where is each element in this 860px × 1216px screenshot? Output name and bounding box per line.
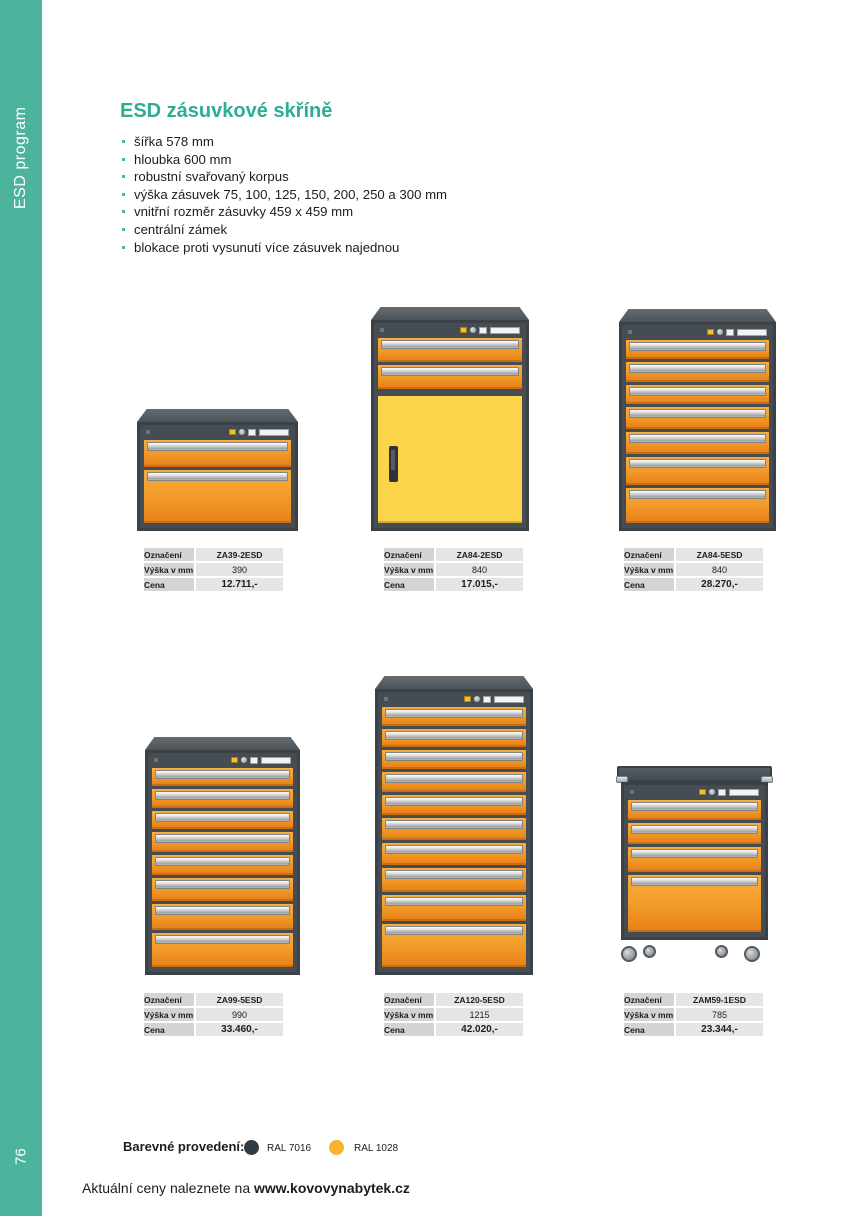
label-plate (737, 329, 767, 336)
drawer-handle (631, 802, 758, 811)
cabinet-body (375, 689, 533, 975)
spec-label-code: Označení (384, 548, 434, 561)
product-image-za39-2esd (137, 409, 298, 531)
drawer (382, 924, 526, 967)
spec-table-za84-5esd (622, 546, 765, 593)
label-plate (483, 696, 491, 703)
table-row (384, 1008, 523, 1021)
caster-wheel-icon (643, 945, 656, 958)
bullet-item: blokace proti vysunutí více zásuvek najednou (120, 239, 447, 257)
spec-label-price: Cena (624, 1023, 674, 1036)
product-image-zam59-1esd (617, 766, 772, 962)
door-handle (389, 446, 398, 482)
spec-table-za84-2esd (382, 546, 525, 593)
label-plate (248, 429, 256, 436)
bullet-item: robustní svařovaný korpus (120, 168, 447, 186)
drawer (152, 768, 293, 786)
product-image-za84-5esd (619, 309, 776, 531)
bullet-item: vnitřní rozměr zásuvky 459 x 459 mm (120, 203, 447, 221)
cabinet-body (145, 750, 300, 975)
drawer-handle (385, 752, 523, 761)
drawer (626, 488, 769, 523)
drawer (378, 338, 522, 362)
drawer-handle (147, 442, 288, 451)
drawer-handle (155, 770, 290, 779)
spec-bullet-list (120, 133, 447, 256)
product-image-za84-2esd (371, 307, 529, 531)
spec-value-code: ZA99-5ESD (196, 993, 283, 1006)
drawer-handle (155, 935, 290, 944)
drawer-handle (631, 825, 758, 834)
drawer (152, 933, 293, 967)
drawer (382, 795, 526, 815)
drawer-handle (629, 342, 766, 351)
spec-value-height: 840 (436, 563, 523, 576)
caster-row (617, 938, 772, 962)
drawer (382, 707, 526, 726)
spec-value-price: 28.270,- (676, 578, 763, 591)
drawer-stack (152, 768, 293, 967)
table-row (384, 1023, 523, 1036)
spec-label-price: Cena (624, 578, 674, 591)
cabinet-top (375, 676, 533, 689)
drawer-handle (381, 367, 519, 376)
label-plate (726, 329, 734, 336)
table-row (144, 548, 283, 561)
hinge-icon (154, 758, 158, 762)
drawer-handle (155, 834, 290, 843)
spec-label-price: Cena (144, 578, 194, 591)
drawer (382, 818, 526, 840)
drawer-stack (378, 338, 522, 523)
cabinet-body (621, 782, 768, 940)
drawer-handle (629, 387, 766, 396)
footer-website-link[interactable]: www.kovovynabytek.cz (254, 1180, 410, 1196)
drawer-stack (382, 707, 526, 967)
drawer-handle (385, 926, 523, 935)
hinge-icon (628, 330, 632, 334)
spec-value-price: 42.020,- (436, 1023, 523, 1036)
drawer (152, 811, 293, 829)
drawer (152, 904, 293, 930)
drawer (382, 729, 526, 748)
drawer-handle (385, 709, 523, 718)
color-swatch-name: RAL 7016 (267, 1143, 312, 1154)
legend-label: Barevné provedení: (123, 1139, 245, 1154)
drawer-stack (144, 440, 291, 523)
drawer-handle (385, 731, 523, 740)
esd-warning-icon (460, 327, 467, 333)
drawer-handle (629, 459, 766, 468)
spec-label-code: Označení (624, 548, 674, 561)
drawer (382, 750, 526, 769)
lock-icon (241, 757, 247, 763)
hinge-icon (146, 430, 150, 434)
cabinet-control-strip (626, 327, 769, 337)
cabinet-body (619, 322, 776, 531)
label-plate (259, 429, 289, 436)
table-row (624, 1023, 763, 1036)
drawer-handle (631, 877, 758, 886)
drawer-handle (629, 364, 766, 373)
spec-label-price: Cena (384, 578, 434, 591)
drawer-handle (155, 906, 290, 915)
spec-value-price: 17.015,- (436, 578, 523, 591)
label-plate (729, 789, 759, 796)
spec-value-code: ZA120-5ESD (436, 993, 523, 1006)
cabinet-top (619, 309, 776, 322)
drawer (382, 895, 526, 921)
esd-warning-icon (231, 757, 238, 763)
bullet-item: šířka 578 mm (120, 133, 447, 151)
label-plate (250, 757, 258, 764)
cabinet-door (378, 396, 522, 523)
spec-table-za120-5esd (382, 991, 525, 1038)
spec-label-code: Označení (384, 993, 434, 1006)
esd-warning-icon (707, 329, 714, 335)
drawer-handle (155, 857, 290, 866)
lock-icon (709, 789, 715, 795)
lock-icon (470, 327, 476, 333)
cabinet-control-strip (382, 694, 526, 704)
esd-warning-icon (699, 789, 706, 795)
drawer (144, 470, 291, 523)
hinge-icon (380, 328, 384, 332)
cabinet-body (137, 422, 298, 531)
hinge-icon (630, 790, 634, 794)
footer-note (82, 1180, 410, 1196)
table-row (384, 578, 523, 591)
drawer-stack (628, 800, 761, 932)
hinge-icon (384, 697, 388, 701)
spec-label-height: Výška v mm (384, 1009, 434, 1020)
caster-wheel-icon (715, 945, 728, 958)
cabinet-top (145, 737, 300, 750)
drawer-handle (629, 490, 766, 499)
drawer-handle (385, 774, 523, 783)
drawer (628, 823, 761, 843)
table-row (144, 1023, 283, 1036)
spec-label-height: Výška v mm (144, 1009, 194, 1020)
table-row (624, 1008, 763, 1021)
spec-value-code: ZAM59-1ESD (676, 993, 763, 1006)
table-row (144, 1008, 283, 1021)
drawer (144, 440, 291, 467)
spec-label-code: Označení (624, 993, 674, 1006)
spec-label-price: Cena (144, 1023, 194, 1036)
table-row (144, 578, 283, 591)
spec-value-height: 990 (196, 1008, 283, 1021)
drawer-handle (385, 870, 523, 879)
cabinet-control-strip (628, 787, 761, 797)
spec-value-code: ZA84-5ESD (676, 548, 763, 561)
esd-warning-icon (464, 696, 471, 702)
lock-icon (474, 696, 480, 702)
spec-value-price: 33.460,- (196, 1023, 283, 1036)
spec-value-price: 23.344,- (676, 1023, 763, 1036)
spec-table-za99-5esd (142, 991, 285, 1038)
page-number: 76 (12, 1148, 30, 1166)
drawer-handle (385, 797, 523, 806)
spec-label-height: Výška v mm (384, 564, 434, 575)
table-row (144, 563, 283, 576)
drawer (152, 789, 293, 807)
label-plate (718, 789, 726, 796)
label-plate (490, 327, 520, 334)
drawer-handle (155, 813, 290, 822)
drawer (626, 407, 769, 429)
table-row (384, 563, 523, 576)
product-image-za120-5esd (375, 676, 533, 975)
drawer-handle (147, 472, 288, 481)
drawer (152, 878, 293, 901)
drawer (626, 457, 769, 485)
table-row (624, 563, 763, 576)
spec-value-price: 12.711,- (196, 578, 283, 591)
drawer (152, 832, 293, 852)
sidebar (0, 0, 42, 1216)
table-row (624, 548, 763, 561)
label-plate (494, 696, 524, 703)
spec-value-height: 840 (676, 563, 763, 576)
table-row (384, 993, 523, 1006)
drawer (626, 432, 769, 454)
spec-table-zam59-1esd (622, 991, 765, 1038)
drawer (382, 772, 526, 792)
spec-value-height: 1215 (436, 1008, 523, 1021)
product-image-za99-5esd (145, 737, 300, 975)
sidebar-program-label: ESD program (12, 106, 29, 210)
drawer (382, 868, 526, 892)
label-plate (261, 757, 291, 764)
drawer (378, 365, 522, 389)
caster-wheel-icon (744, 946, 760, 962)
lock-icon (717, 329, 723, 335)
spec-value-height: 390 (196, 563, 283, 576)
color-swatch-ral1028-icon (329, 1140, 344, 1155)
spec-value-height: 785 (676, 1008, 763, 1021)
drawer (628, 800, 761, 820)
spec-label-height: Výška v mm (624, 564, 674, 575)
spec-value-code: ZA39-2ESD (196, 548, 283, 561)
page-title: ESD zásuvkové skříně (120, 100, 333, 122)
cabinet-control-strip (378, 325, 522, 335)
table-row (624, 993, 763, 1006)
drawer (628, 875, 761, 932)
cabinet-tray-top (617, 766, 772, 782)
bullet-item: výška zásuvek 75, 100, 125, 150, 200, 250 a 300 mm (120, 186, 447, 204)
bullet-item: centrální zámek (120, 221, 447, 239)
drawer-handle (381, 340, 519, 349)
table-row (384, 548, 523, 561)
drawer (628, 847, 761, 873)
drawer-handle (629, 409, 766, 418)
color-swatch-name: RAL 1028 (354, 1143, 399, 1154)
spec-label-code: Označení (144, 548, 194, 561)
drawer-stack (626, 340, 769, 523)
spec-label-code: Označení (144, 993, 194, 1006)
caster-wheel-icon (621, 946, 637, 962)
drawer-handle (385, 845, 523, 854)
drawer (626, 362, 769, 381)
label-plate (479, 327, 487, 334)
color-swatch-ral7016-icon (244, 1140, 259, 1155)
spec-value-code: ZA84-2ESD (436, 548, 523, 561)
drawer (626, 340, 769, 359)
bullet-item: hloubka 600 mm (120, 151, 447, 169)
spec-label-height: Výška v mm (624, 1009, 674, 1020)
cabinet-top (137, 409, 298, 422)
drawer-handle (385, 897, 523, 906)
cabinet-control-strip (152, 755, 293, 765)
esd-warning-icon (229, 429, 236, 435)
drawer-handle (629, 434, 766, 443)
spec-label-height: Výška v mm (144, 564, 194, 575)
cabinet-body (371, 320, 529, 531)
drawer (152, 855, 293, 875)
drawer-handle (631, 849, 758, 858)
drawer (626, 385, 769, 404)
spec-label-price: Cena (384, 1023, 434, 1036)
spec-table-za39-2esd (142, 546, 285, 593)
drawer-handle (155, 791, 290, 800)
cabinet-control-strip (144, 427, 291, 437)
drawer-handle (155, 880, 290, 889)
table-row (144, 993, 283, 1006)
drawer (382, 843, 526, 865)
table-row (624, 578, 763, 591)
footer-text: Aktuální ceny naleznete na (82, 1180, 255, 1196)
lock-icon (239, 429, 245, 435)
cabinet-top (371, 307, 529, 320)
drawer-handle (385, 820, 523, 829)
